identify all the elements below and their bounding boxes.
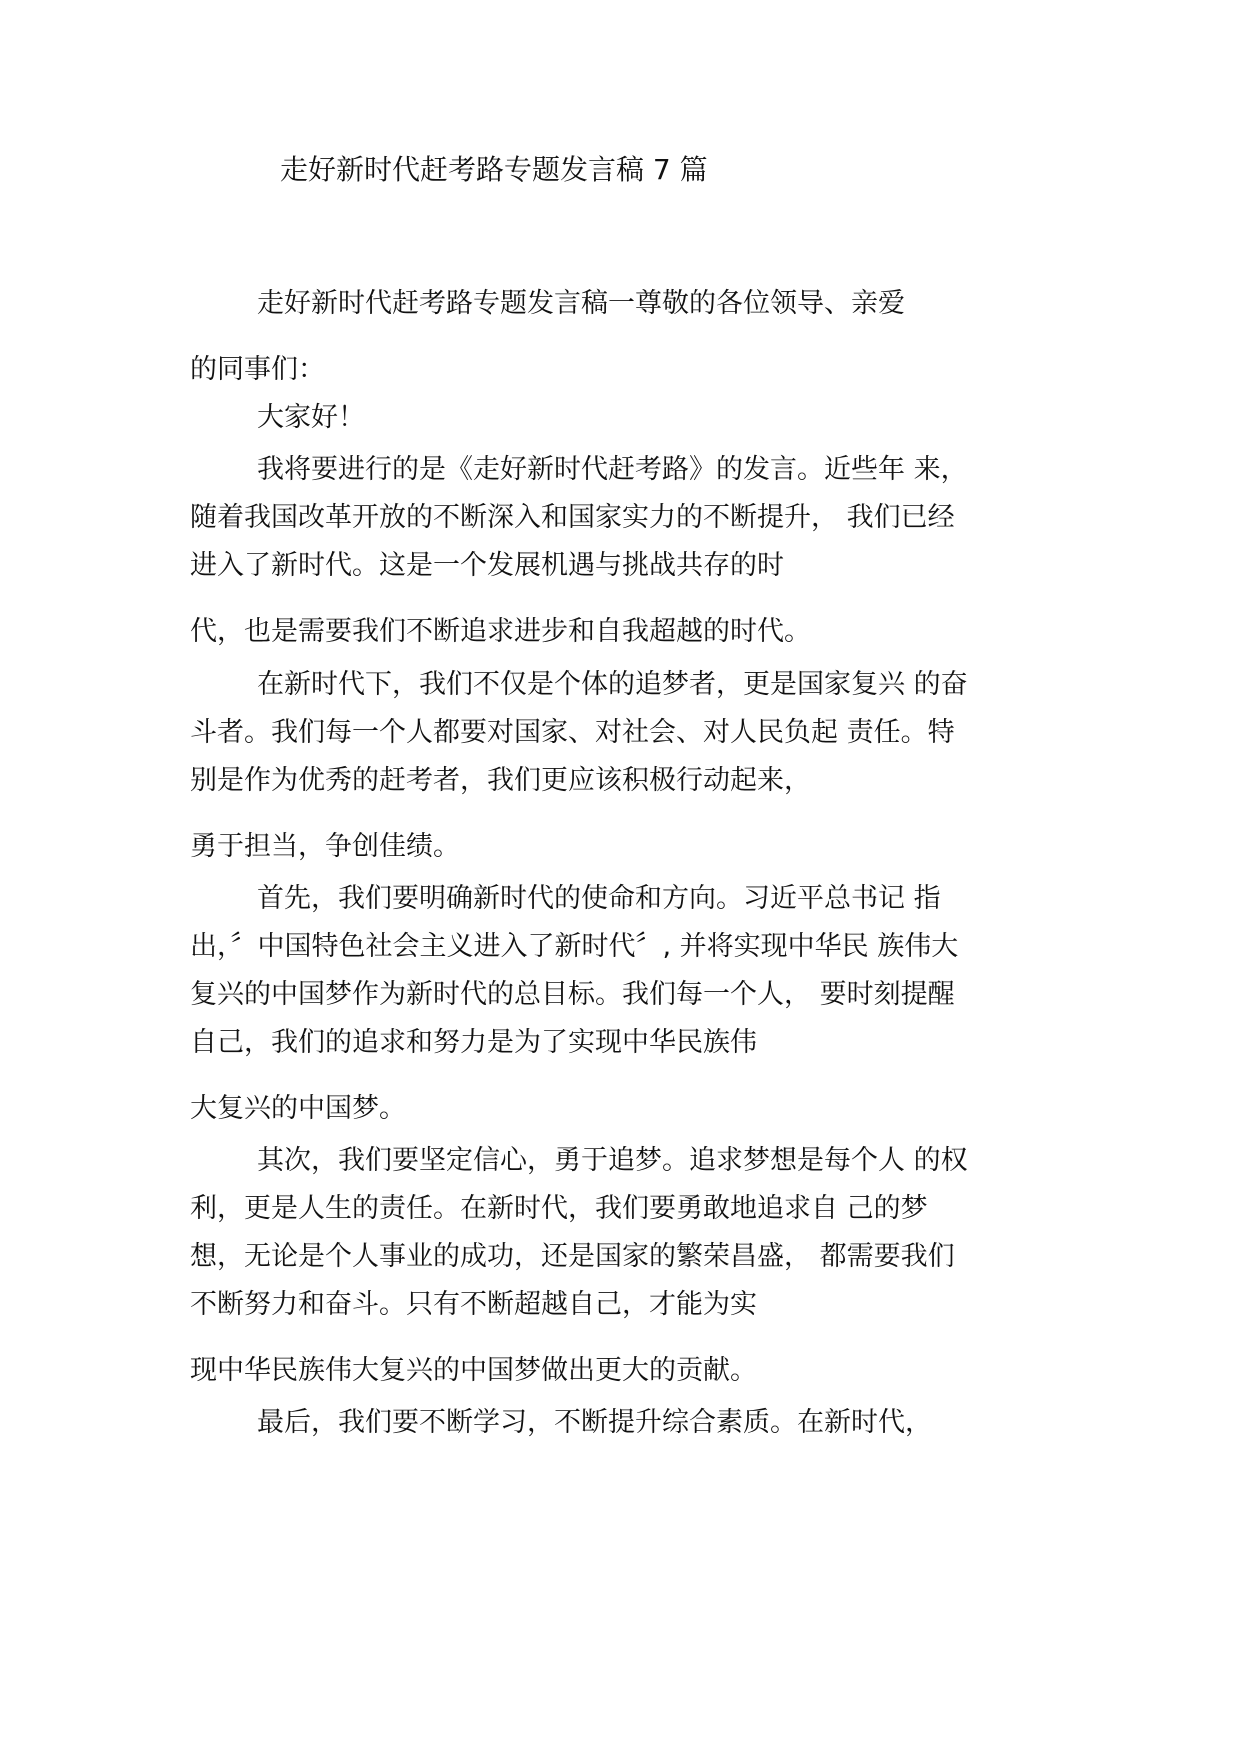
body-line-15: 自己，我们的追求和努力是为了实现中华民族伟	[190, 1027, 757, 1058]
body-line-20: 不断努力和奋斗。只有不断超越自己，才能为实	[190, 1289, 757, 1320]
body-line-5: 随着我国改革开放的不断深入和国家实力的不断提升， 我们已经	[190, 502, 955, 533]
body-line-9: 斗者。我们每一个人都要对国家、对社会、对人民负起 责任。特	[190, 717, 955, 748]
body-line-11: 勇于担当，争创佳绩。	[190, 831, 460, 862]
body-line-13: 出，〞中国特色社会主义进入了新时代〞, 并将实现中华民 族伟大	[190, 931, 959, 962]
body-line-16: 大复兴的中国梦。	[190, 1093, 406, 1124]
body-line-14: 复兴的中国梦作为新时代的总目标。我们每一个人， 要时刻提醒	[190, 979, 955, 1010]
body-line-1: 走好新时代赶考路专题发言稿一尊敬的各位领导、亲爱	[257, 288, 905, 319]
body-line-8: 在新时代下，我们不仅是个体的追梦者，更是国家复兴 的奋	[257, 669, 968, 700]
body-line-22: 最后，我们要不断学习，不断提升综合素质。在新时代，	[257, 1407, 932, 1438]
body-line-12: 首先，我们要明确新时代的使命和方向。习近平总书记 指	[257, 883, 941, 914]
body-line-10: 别是作为优秀的赶考者，我们更应该积极行动起来，	[190, 765, 811, 796]
body-line-19: 想，无论是个人事业的成功，还是国家的繁荣昌盛， 都需要我们	[190, 1241, 955, 1272]
body-line-2: 的同事们：	[190, 354, 325, 385]
document-title: 走好新时代赶考路专题发言稿 7 篇	[280, 153, 708, 186]
body-line-6: 进入了新时代。这是一个发展机遇与挑战共存的时	[190, 550, 784, 581]
body-line-17: 其次，我们要坚定信心，勇于追梦。追求梦想是每个人 的权	[257, 1145, 968, 1176]
body-line-3: 大家好！	[257, 402, 365, 433]
body-line-18: 利，更是人生的责任。在新时代，我们要勇敢地追求自 己的梦	[190, 1193, 928, 1224]
body-line-7: 代，也是需要我们不断追求进步和自我超越的时代。	[190, 616, 811, 647]
body-line-4: 我将要进行的是《走好新时代赶考路》的发言。近些年 来，	[257, 454, 968, 485]
body-line-21: 现中华民族伟大复兴的中国梦做出更大的贡献。	[190, 1355, 757, 1386]
